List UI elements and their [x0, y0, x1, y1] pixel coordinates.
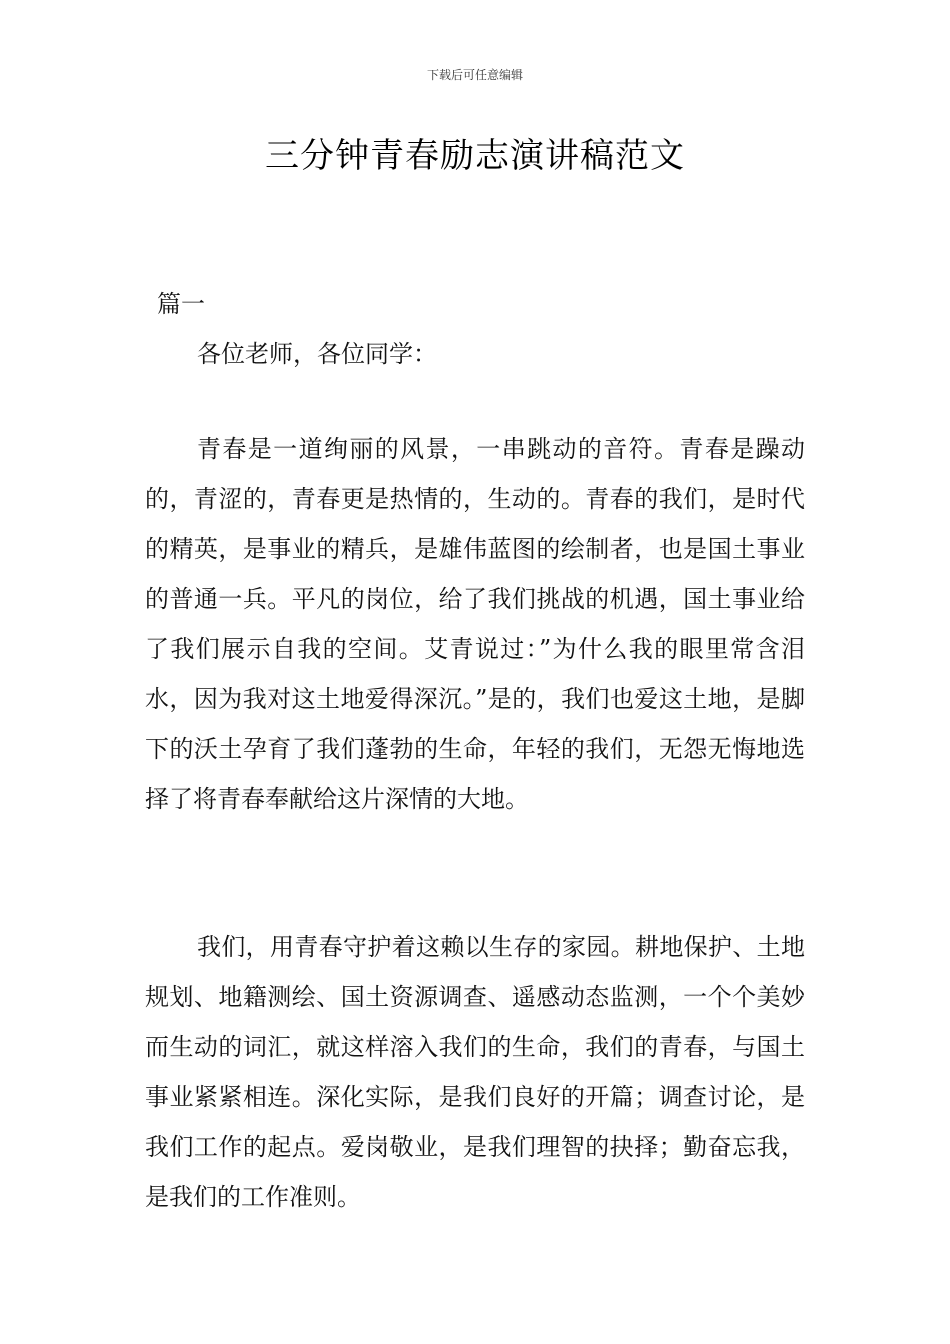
body-paragraph-1: 青春是一道绚丽的风景，一串跳动的音符。青春是躁动的，青涩的，青春更是热情的，生动的。青春的我们，是时代的精英，是事业的精兵，是雄伟蓝图的绘制者，也是国土事业的普通一兵。平凡的岗位，给了我们挑战的机遇，国土事业给了我们展示自我的空间。艾青说过：”为什么我的眼里常含泪水，因为我对这土地爱得深沉。”是的，我们也爱这土地，是脚下的沃土孕育了我们蓬勃的生命，年轻的我们，无怨无悔地选择了将青春奉献给这片深情的大地。 — [145, 435, 805, 813]
header-note: 下载后可任意编辑 — [426, 68, 523, 82]
body-paragraph-2: 我们，用青春守护着这赖以生存的家园。耕地保护、土地规划、地籍测绘、国土资源调查、遥感动态监测，一个个美妙而生动的词汇，就这样溶入我们的生命，我们的青春，与国土事业紧紧相连。深化实际，是我们良好的开篇；调查讨论，是我们工作的起点。爱岗敬业，是我们理智的抉择；勤奋忘我，是我们的工作准则。 — [145, 933, 805, 1211]
page-title: 三分钟青春励志演讲稿范文 — [265, 136, 685, 176]
salutation: 各位老师，各位同学： — [197, 340, 437, 368]
section-label: 篇一 — [157, 290, 205, 318]
